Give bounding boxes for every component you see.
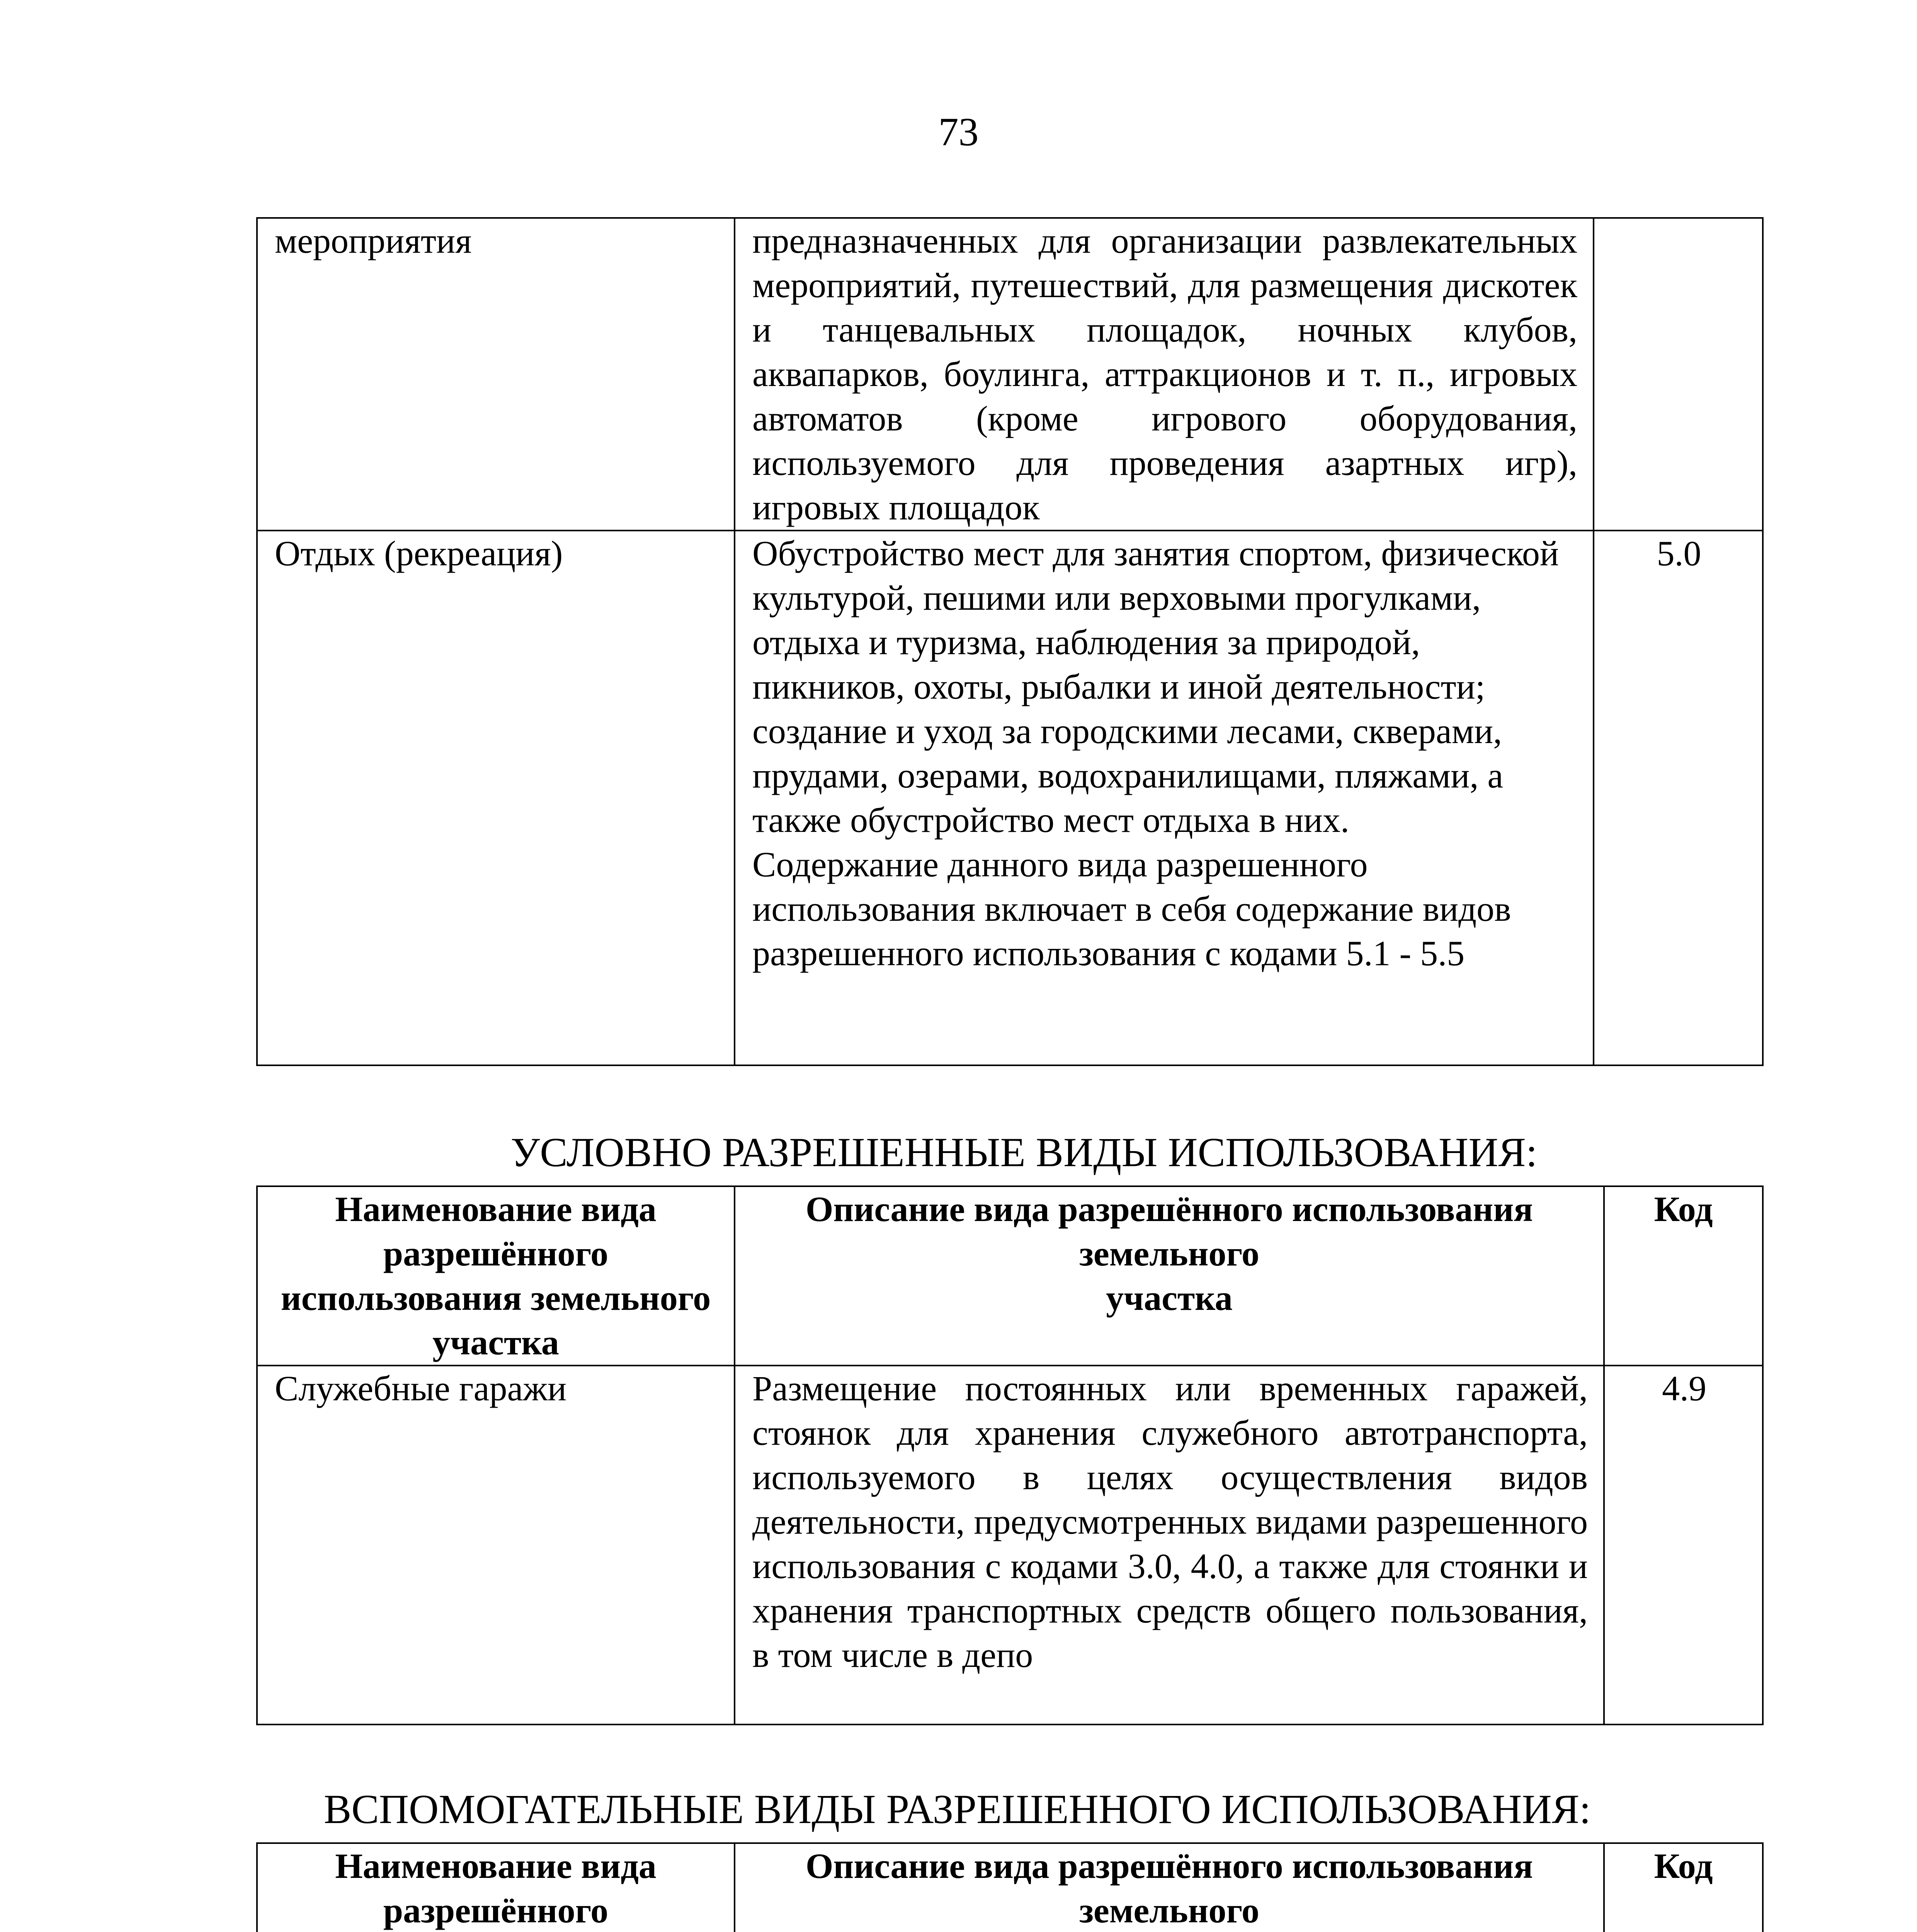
continuation-table [256,217,1764,1066]
header-name: Наименование вида разрешённого использования земельного участка [257,1186,735,1366]
use-name-cell: Служебные гаражи [257,1366,735,1725]
page-number: 73 [938,110,979,154]
description-paragraph: Обустройство мест для занятия спортом, физической культурой, пешими или верховыми прогулками, отдыха и туризма, наблюдения за природой, пикников, охоты, рыбалки и иной деятельности; [752,534,1559,706]
use-code-cell [1594,218,1763,531]
header-code: Код [1604,1186,1763,1366]
use-name-cell: мероприятия [257,218,735,531]
header-description [735,1186,1604,1366]
header-description-line: Описание вида разрешённого использования земельного [805,1846,1533,1930]
use-description-cell: Размещение постоянных или временных гаражей, стоянок для хранения служебного автотранспорта, используемого в целях осуществления видов деятельности, предусмотренных видами разрешенного использования с кодами 3.0, 4.0, а также для стоянки и хранения транспортных средств общего пользования, в том числе в депо [735,1366,1604,1725]
use-name-cell: Отдых (рекреация) [257,531,735,1065]
auxiliary-uses-title: ВСПОМОГАТЕЛЬНЫЕ ВИДЫ РАЗРЕШЕННОГО ИСПОЛЬЗОВАНИЯ: [324,1787,1591,1832]
table-row [257,1366,1763,1725]
conditional-uses-title: УСЛОВНО РАЗРЕШЕННЫЕ ВИДЫ ИСПОЛЬЗОВАНИЯ: [510,1130,1538,1175]
use-description-cell: предназначенных для организации развлекательных мероприятий, путешествий, для размещения дискотек и танцевальных площадок, ночных клубов, аквапарков, боулинга, аттракционов и т. п., игровых автоматов (кроме игрового оборудования, используемого для проведения азартных игр), игровых площадок [735,218,1594,531]
use-code-cell: 5.0 [1594,531,1763,1065]
use-code-cell: 4.9 [1604,1366,1763,1725]
description-paragraph: Содержание данного вида разрешенного использования включает в себя содержание видов разрешенного использования с кодами 5.1 - 5.5 [752,845,1511,973]
header-name: Наименование вида разрешённого [257,1843,735,1932]
header-description-line: Описание вида разрешённого использования земельного [805,1189,1533,1273]
use-description-cell [735,531,1594,1065]
table-row [257,531,1763,1065]
header-code: Код [1604,1843,1763,1932]
conditional-uses-table [256,1185,1764,1725]
table-header-row [257,1843,1763,1932]
header-description [735,1843,1604,1932]
description-paragraph: создание и уход за городскими лесами, скверами, прудами, озерами, водохранилищами, пляжами, а также обустройство мест отдыха в них. [752,711,1504,840]
auxiliary-uses-table [256,1842,1764,1932]
header-description-line: участка [1106,1278,1233,1318]
table-row [257,218,1763,531]
table-header-row [257,1186,1763,1366]
